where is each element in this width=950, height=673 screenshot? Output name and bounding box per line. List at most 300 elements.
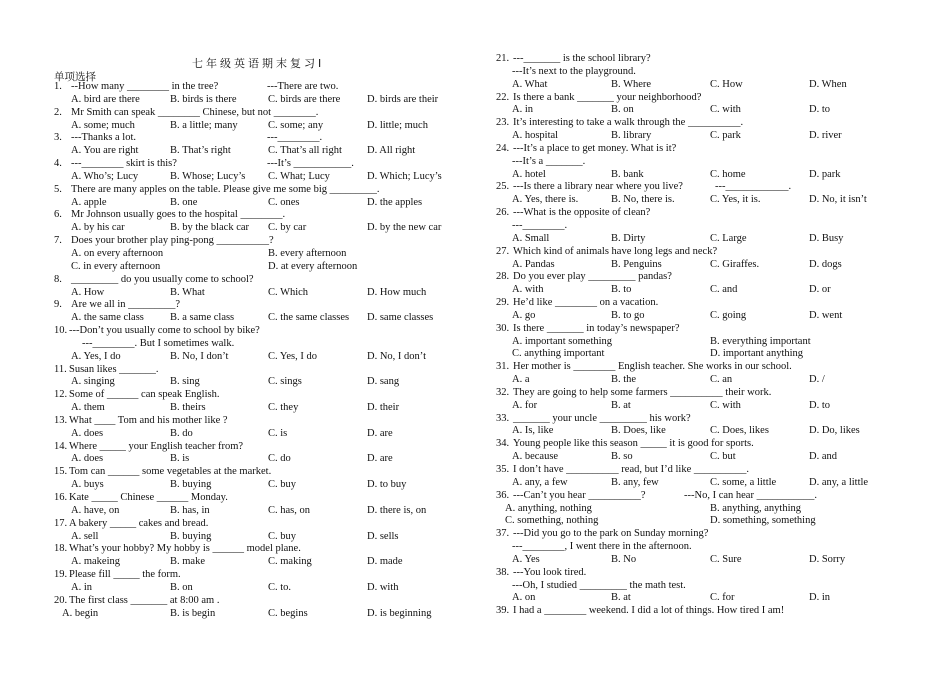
answer-option: D. How much [367, 286, 427, 298]
option-row [496, 503, 896, 516]
question-row [54, 299, 469, 312]
answer-option: A. important something [512, 335, 613, 347]
answer-option: C. by car [268, 222, 307, 234]
question-stem: Susan likes _______. [69, 363, 159, 375]
answer-option: A. in [512, 104, 533, 116]
answer-option: A. the same class [71, 312, 144, 324]
question-stem: What’s your hobby? My hobby is ______ model plane. [69, 543, 301, 555]
answer-option: B. one [170, 196, 198, 208]
question-number: 12. [54, 389, 68, 401]
answer-option: A. have, on [71, 504, 120, 516]
answer-option: A. anything, nothing [505, 502, 592, 514]
answer-option: D. No, it isn’t [809, 194, 867, 206]
answer-option: B. everything important [710, 335, 811, 347]
question-row [54, 107, 469, 120]
answer-option: D. to buy [367, 479, 407, 491]
question-continuation [496, 580, 896, 593]
question-number: 19. [54, 569, 68, 581]
question-row [496, 605, 896, 618]
question-stem: What ____ Tom and his mother like ? [69, 414, 228, 426]
answer-option: A. makeing [71, 556, 120, 568]
question-aside: ---It’s ___________. [267, 158, 354, 170]
answer-option: A. by his car [71, 222, 125, 234]
question-continuation [54, 338, 469, 351]
question-number: 1. [54, 81, 62, 92]
answer-option: C. Sure [710, 553, 742, 565]
answer-option: D. Which; Lucy’s [367, 170, 442, 182]
question-number: 17. [54, 517, 68, 529]
question-stem: Her mother is ________ English teacher. She works in our school. [513, 361, 792, 373]
question-number: 32. [496, 386, 510, 398]
answer-option: A. on every afternoon [71, 247, 164, 259]
answer-option: D. there is, on [367, 504, 427, 516]
right-column [496, 53, 896, 618]
answer-option: D. at every afternoon [268, 260, 358, 272]
question-number: 14. [54, 440, 68, 452]
question-stem: ---Did you go to the park on Sunday morning? [513, 528, 709, 540]
option-row [54, 222, 469, 235]
question-row [54, 209, 469, 222]
option-row [496, 554, 896, 567]
option-row [54, 608, 469, 621]
question-stem: Young people like this season _____ it is good for sports. [513, 438, 754, 450]
answer-option: B. on [611, 104, 634, 116]
question-stem: I had a ________ weekend. I did a lot of things. How tired I am! [513, 605, 785, 617]
answer-option: D. or [809, 284, 831, 296]
answer-option: A. them [71, 402, 105, 414]
question-stem: It’s interesting to take a walk through the __________. [513, 117, 744, 129]
question-stem: They are going to help some farmers __________ their work. [513, 386, 772, 398]
answer-option: C. something, nothing [505, 515, 599, 527]
question-row [54, 466, 469, 479]
question-row [496, 117, 896, 130]
answer-option: C. birds are there [268, 93, 341, 105]
answer-option: C. with [710, 104, 741, 116]
answer-option: B. bank [611, 168, 644, 180]
question-row [496, 413, 896, 426]
question-row [54, 415, 469, 428]
answer-option: A. apple [71, 196, 107, 208]
question-stem: Are we all in _________? [71, 299, 181, 311]
question-stem: Mr Smith can speak ________ Chinese, but not ________. [71, 106, 319, 118]
answer-option: D. sang [367, 376, 400, 388]
section-heading: 单项选择 [54, 71, 96, 83]
page-title: 七年级英语期末复习Ⅰ [192, 57, 325, 70]
answer-option: D. the apples [367, 196, 423, 208]
question-stem: A bakery _____ cakes and bread. [69, 517, 209, 529]
question-aside: ---________. [267, 132, 323, 144]
answer-option: D. is beginning [367, 607, 432, 619]
answer-option: A. Yes [512, 553, 540, 565]
option-row [54, 145, 469, 158]
answer-option: B. is [170, 453, 190, 465]
answer-option: D. are [367, 453, 393, 465]
continuation-text: ---Oh, I studied _________ the math test. [512, 579, 686, 591]
answer-option: C. Does, likes [710, 425, 769, 437]
option-row [496, 169, 896, 182]
answer-option: A. What [512, 78, 548, 90]
option-row [496, 79, 896, 92]
option-row [496, 259, 896, 272]
answer-option: C. Large [710, 232, 747, 244]
option-row [496, 477, 896, 490]
question-row [496, 207, 896, 220]
question-number: 29. [496, 297, 510, 309]
answer-option: D. their [367, 402, 400, 414]
option-row [54, 582, 469, 595]
option-row [496, 374, 896, 387]
option-row [496, 400, 896, 413]
answer-option: B. any, few [611, 476, 659, 488]
option-row [496, 284, 896, 297]
option-row [496, 348, 896, 361]
answer-option: B. the [611, 374, 637, 386]
question-stem: ---Can’t you hear __________? [513, 489, 646, 501]
answer-option: B. at [611, 592, 631, 604]
answer-option: B. buying [170, 479, 212, 491]
question-stem: He’d like ________ on a vacation. [513, 297, 659, 309]
option-row [54, 120, 469, 133]
question-row [54, 158, 469, 171]
answer-option: B. birds is there [170, 93, 237, 105]
question-number: 9. [54, 299, 62, 311]
question-aside: ---There are two. [267, 81, 339, 92]
answer-option: D. Busy [809, 232, 844, 244]
option-row [54, 479, 469, 492]
question-stem: Which kind of animals have long legs and neck? [513, 245, 718, 257]
answer-option: A. does [71, 427, 104, 439]
question-number: 21. [496, 53, 510, 64]
question-stem: _______ your uncle _________ his work? [513, 412, 691, 424]
answer-option: D. dogs [809, 258, 842, 270]
answer-option: A. some; much [71, 119, 135, 131]
option-row [54, 197, 469, 210]
answer-option: C. What; Lucy [268, 170, 330, 182]
option-row [496, 515, 896, 528]
answer-option: C. Yes, I do [268, 350, 318, 362]
option-row [54, 171, 469, 184]
question-row [54, 235, 469, 248]
answer-option: D. Sorry [809, 553, 846, 565]
question-continuation [496, 66, 896, 79]
answer-option: A. Yes, there is. [512, 194, 579, 206]
answer-option: C. park [710, 130, 741, 142]
question-number: 3. [54, 132, 62, 144]
answer-option: D. river [809, 130, 842, 142]
question-row [496, 528, 896, 541]
answer-option: C. home [710, 168, 746, 180]
question-number: 35. [496, 464, 510, 475]
question-continuation [496, 220, 896, 233]
question-number: 5. [54, 183, 62, 195]
answer-option: A. Is, like [512, 425, 554, 437]
answer-option: B. a little; many [170, 119, 238, 131]
question-stem: _________ do you usually come to school? [71, 273, 254, 285]
question-stem: The first class _______ at 8:00 am . [69, 594, 220, 606]
question-row [54, 441, 469, 454]
question-row [496, 323, 896, 336]
question-number: 16. [54, 492, 68, 503]
answer-option: D. are [367, 427, 393, 439]
question-row [54, 492, 469, 505]
question-number: 8. [54, 273, 62, 285]
answer-option: C. is [268, 427, 288, 439]
answer-option: D. No, I don’t [367, 350, 427, 362]
answer-option: B. has, in [170, 504, 210, 516]
continuation-text: ---It’s next to the playground. [512, 65, 636, 77]
question-number: 10. [54, 325, 68, 337]
answer-option: C. Yes, it is. [710, 194, 761, 206]
answer-option: D. to [809, 104, 830, 116]
answer-option: A. You are right [71, 145, 139, 157]
option-row [54, 261, 469, 274]
answer-option: B. so [611, 451, 633, 463]
option-row [54, 351, 469, 364]
question-number: 33. [496, 412, 510, 424]
answer-option: A. Who’s; Lucy [71, 170, 139, 182]
question-stem: Tom can ______ some vegetables at the market. [69, 466, 272, 478]
answer-option: B. anything, anything [710, 502, 801, 514]
left-column [54, 81, 469, 620]
question-stem: ---Thanks a lot. [71, 132, 137, 144]
question-number: 37. [496, 528, 510, 540]
question-stem: ---_______ is the school library? [513, 53, 651, 64]
question-stem: Kate _____ Chinese ______ Monday. [69, 492, 228, 503]
answer-option: C. but [710, 451, 736, 463]
question-number: 34. [496, 438, 510, 450]
option-row [54, 556, 469, 569]
question-row [496, 271, 896, 284]
answer-option: A. Yes, I do [71, 350, 121, 362]
option-row [54, 376, 469, 389]
question-number: 15. [54, 466, 68, 478]
answer-option: B. No, I don’t [170, 350, 229, 362]
question-number: 30. [496, 322, 510, 334]
question-aside: ---No, I can hear ___________. [684, 489, 817, 501]
question-row [54, 132, 469, 145]
answer-option: B. No [611, 553, 637, 565]
question-row [54, 595, 469, 608]
question-number: 13. [54, 414, 68, 426]
answer-option: B. theirs [170, 402, 206, 414]
option-row [54, 94, 469, 107]
question-number: 11. [54, 363, 67, 375]
question-stem: --How many ________ in the tree? [71, 81, 219, 92]
question-row [496, 490, 896, 503]
option-row [54, 428, 469, 441]
question-row [54, 274, 469, 287]
answer-option: A. How [71, 286, 105, 298]
option-row [54, 505, 469, 518]
answer-option: A. begin [62, 607, 99, 619]
answer-option: C. some, a little [710, 476, 777, 488]
answer-option: C. ones [268, 196, 300, 208]
answer-option: B. That’s right [170, 145, 231, 157]
answer-option: B. No, there is. [611, 194, 675, 206]
answer-option: A. singing [71, 376, 115, 388]
question-row [54, 325, 469, 338]
question-stem: Where _____ your English teacher from? [69, 440, 244, 452]
question-row [54, 389, 469, 402]
question-number: 38. [496, 566, 510, 578]
continuation-text: ---________. But I sometimes walk. [82, 337, 235, 349]
question-row [54, 81, 469, 94]
answer-option: C. going [710, 309, 747, 321]
answer-option: C. begins [268, 607, 308, 619]
question-stem: Is there _______ in today’s newspaper? [513, 322, 680, 334]
question-row [54, 518, 469, 531]
answer-option: B. Penguins [611, 258, 662, 270]
answer-option: B. to go [611, 309, 645, 321]
option-row [496, 425, 896, 438]
option-row [54, 312, 469, 325]
answer-option: A. with [512, 284, 544, 296]
question-number: 7. [54, 235, 62, 247]
option-row [496, 336, 896, 349]
answer-option: A. sell [71, 530, 99, 542]
answer-option: D. When [809, 78, 847, 90]
question-number: 23. [496, 117, 510, 129]
answer-option: D. something, something [710, 515, 816, 527]
answer-option: C. That’s all right [268, 145, 342, 157]
answer-option: C. buy [268, 479, 297, 491]
option-row [496, 233, 896, 246]
question-row [496, 464, 896, 477]
option-row [54, 402, 469, 415]
question-aside: ---____________. [715, 181, 792, 193]
answer-option: C. anything important [512, 348, 605, 360]
answer-option: C. buy [268, 530, 297, 542]
continuation-text: ---________, I went there in the afternoon. [512, 541, 692, 553]
answer-option: C. with [710, 399, 741, 411]
answer-option: D. little; much [367, 119, 428, 131]
answer-option: B. to [611, 284, 632, 296]
question-row [496, 297, 896, 310]
answer-option: C. How [710, 78, 743, 90]
answer-option: B. make [170, 556, 205, 568]
answer-option: D. made [367, 556, 403, 568]
answer-option: A. go [512, 309, 536, 321]
answer-option: B. at [611, 399, 631, 411]
question-number: 24. [496, 142, 510, 154]
question-stem: There are many apples on the table. Please give me some big _________. [71, 183, 380, 195]
answer-option: C. some; any [268, 119, 324, 131]
question-stem: Is there a bank _______ your neighborhood? [513, 91, 702, 103]
option-row [54, 287, 469, 300]
question-row [496, 387, 896, 400]
option-row [496, 310, 896, 323]
answer-option: D. Do, likes [809, 425, 860, 437]
option-row [496, 130, 896, 143]
answer-option: C. in every afternoon [71, 260, 161, 272]
question-row [54, 543, 469, 556]
question-row [54, 364, 469, 377]
question-row [496, 361, 896, 374]
question-number: 20. [54, 594, 68, 606]
question-number: 31. [496, 361, 510, 373]
question-stem: ---________ skirt is this? [71, 158, 177, 170]
question-row [496, 53, 896, 66]
question-number: 26. [496, 207, 510, 219]
answer-option: D. went [809, 309, 843, 321]
answer-option: D. birds are their [367, 93, 439, 105]
question-stem: Mr Johnson usually goes to the hospital ________. [71, 209, 286, 221]
option-row [496, 104, 896, 117]
answer-option: B. Does, like [611, 425, 666, 437]
answer-option: D. important anything [710, 348, 804, 360]
question-row [54, 569, 469, 582]
answer-option: B. buying [170, 530, 212, 542]
question-number: 25. [496, 181, 510, 193]
question-stem: ---Don’t you usually come to school by bike? [69, 325, 260, 337]
answer-option: B. every afternoon [268, 247, 347, 259]
answer-option: B. Where [611, 78, 652, 90]
answer-option: A. hotel [512, 168, 546, 180]
answer-option: D. to [809, 399, 830, 411]
answer-option: A. any, a few [512, 476, 568, 488]
answer-option: C. making [268, 556, 312, 568]
question-row [496, 143, 896, 156]
answer-option: A. hospital [512, 130, 559, 142]
answer-option: A. on [512, 592, 536, 604]
question-number: 22. [496, 91, 510, 103]
option-row [54, 453, 469, 466]
answer-option: C. sings [268, 376, 302, 388]
answer-option: C. to. [268, 581, 292, 593]
answer-option: C. has, on [268, 504, 310, 516]
question-continuation [496, 156, 896, 169]
answer-option: C. do [268, 453, 291, 465]
answer-option: B. library [611, 130, 652, 142]
question-number: 36. [496, 489, 510, 501]
answer-option: D. All right [367, 145, 416, 157]
option-row [54, 248, 469, 261]
answer-option: C. Giraffes. [710, 258, 760, 270]
answer-option: A. for [512, 399, 538, 411]
question-row [496, 438, 896, 451]
answer-option: B. a same class [170, 312, 235, 324]
question-number: 18. [54, 543, 68, 555]
question-number: 4. [54, 158, 62, 170]
answer-option: C. the same classes [268, 312, 350, 324]
option-row [496, 592, 896, 605]
answer-option: D. by the new car [367, 222, 442, 234]
question-stem: I don’t have __________ read, but I’d like __________. [513, 464, 750, 475]
question-number: 27. [496, 245, 510, 257]
answer-option: B. do [170, 427, 193, 439]
continuation-text: ---It’s a _______. [512, 155, 586, 167]
answer-option: A. bird are there [71, 93, 140, 105]
option-row [496, 451, 896, 464]
answer-option: B. Whose; Lucy’s [170, 170, 246, 182]
question-stem: ---It’s a place to get money. What is it? [513, 142, 677, 154]
answer-option: C. Which [268, 286, 309, 298]
question-stem: Please fill _____ the form. [69, 569, 181, 581]
question-number: 2. [54, 106, 62, 118]
question-stem: ---You look tired. [513, 566, 587, 578]
answer-option: C. an [710, 374, 733, 386]
question-row [496, 181, 896, 194]
answer-option: B. on [170, 581, 193, 593]
answer-option: D. park [809, 168, 841, 180]
question-number: 28. [496, 271, 510, 283]
question-row [496, 246, 896, 259]
answer-option: C. for [710, 592, 735, 604]
question-row [496, 567, 896, 580]
question-number: 39. [496, 605, 510, 617]
question-number: 6. [54, 209, 62, 221]
answer-option: A. Small [512, 232, 550, 244]
